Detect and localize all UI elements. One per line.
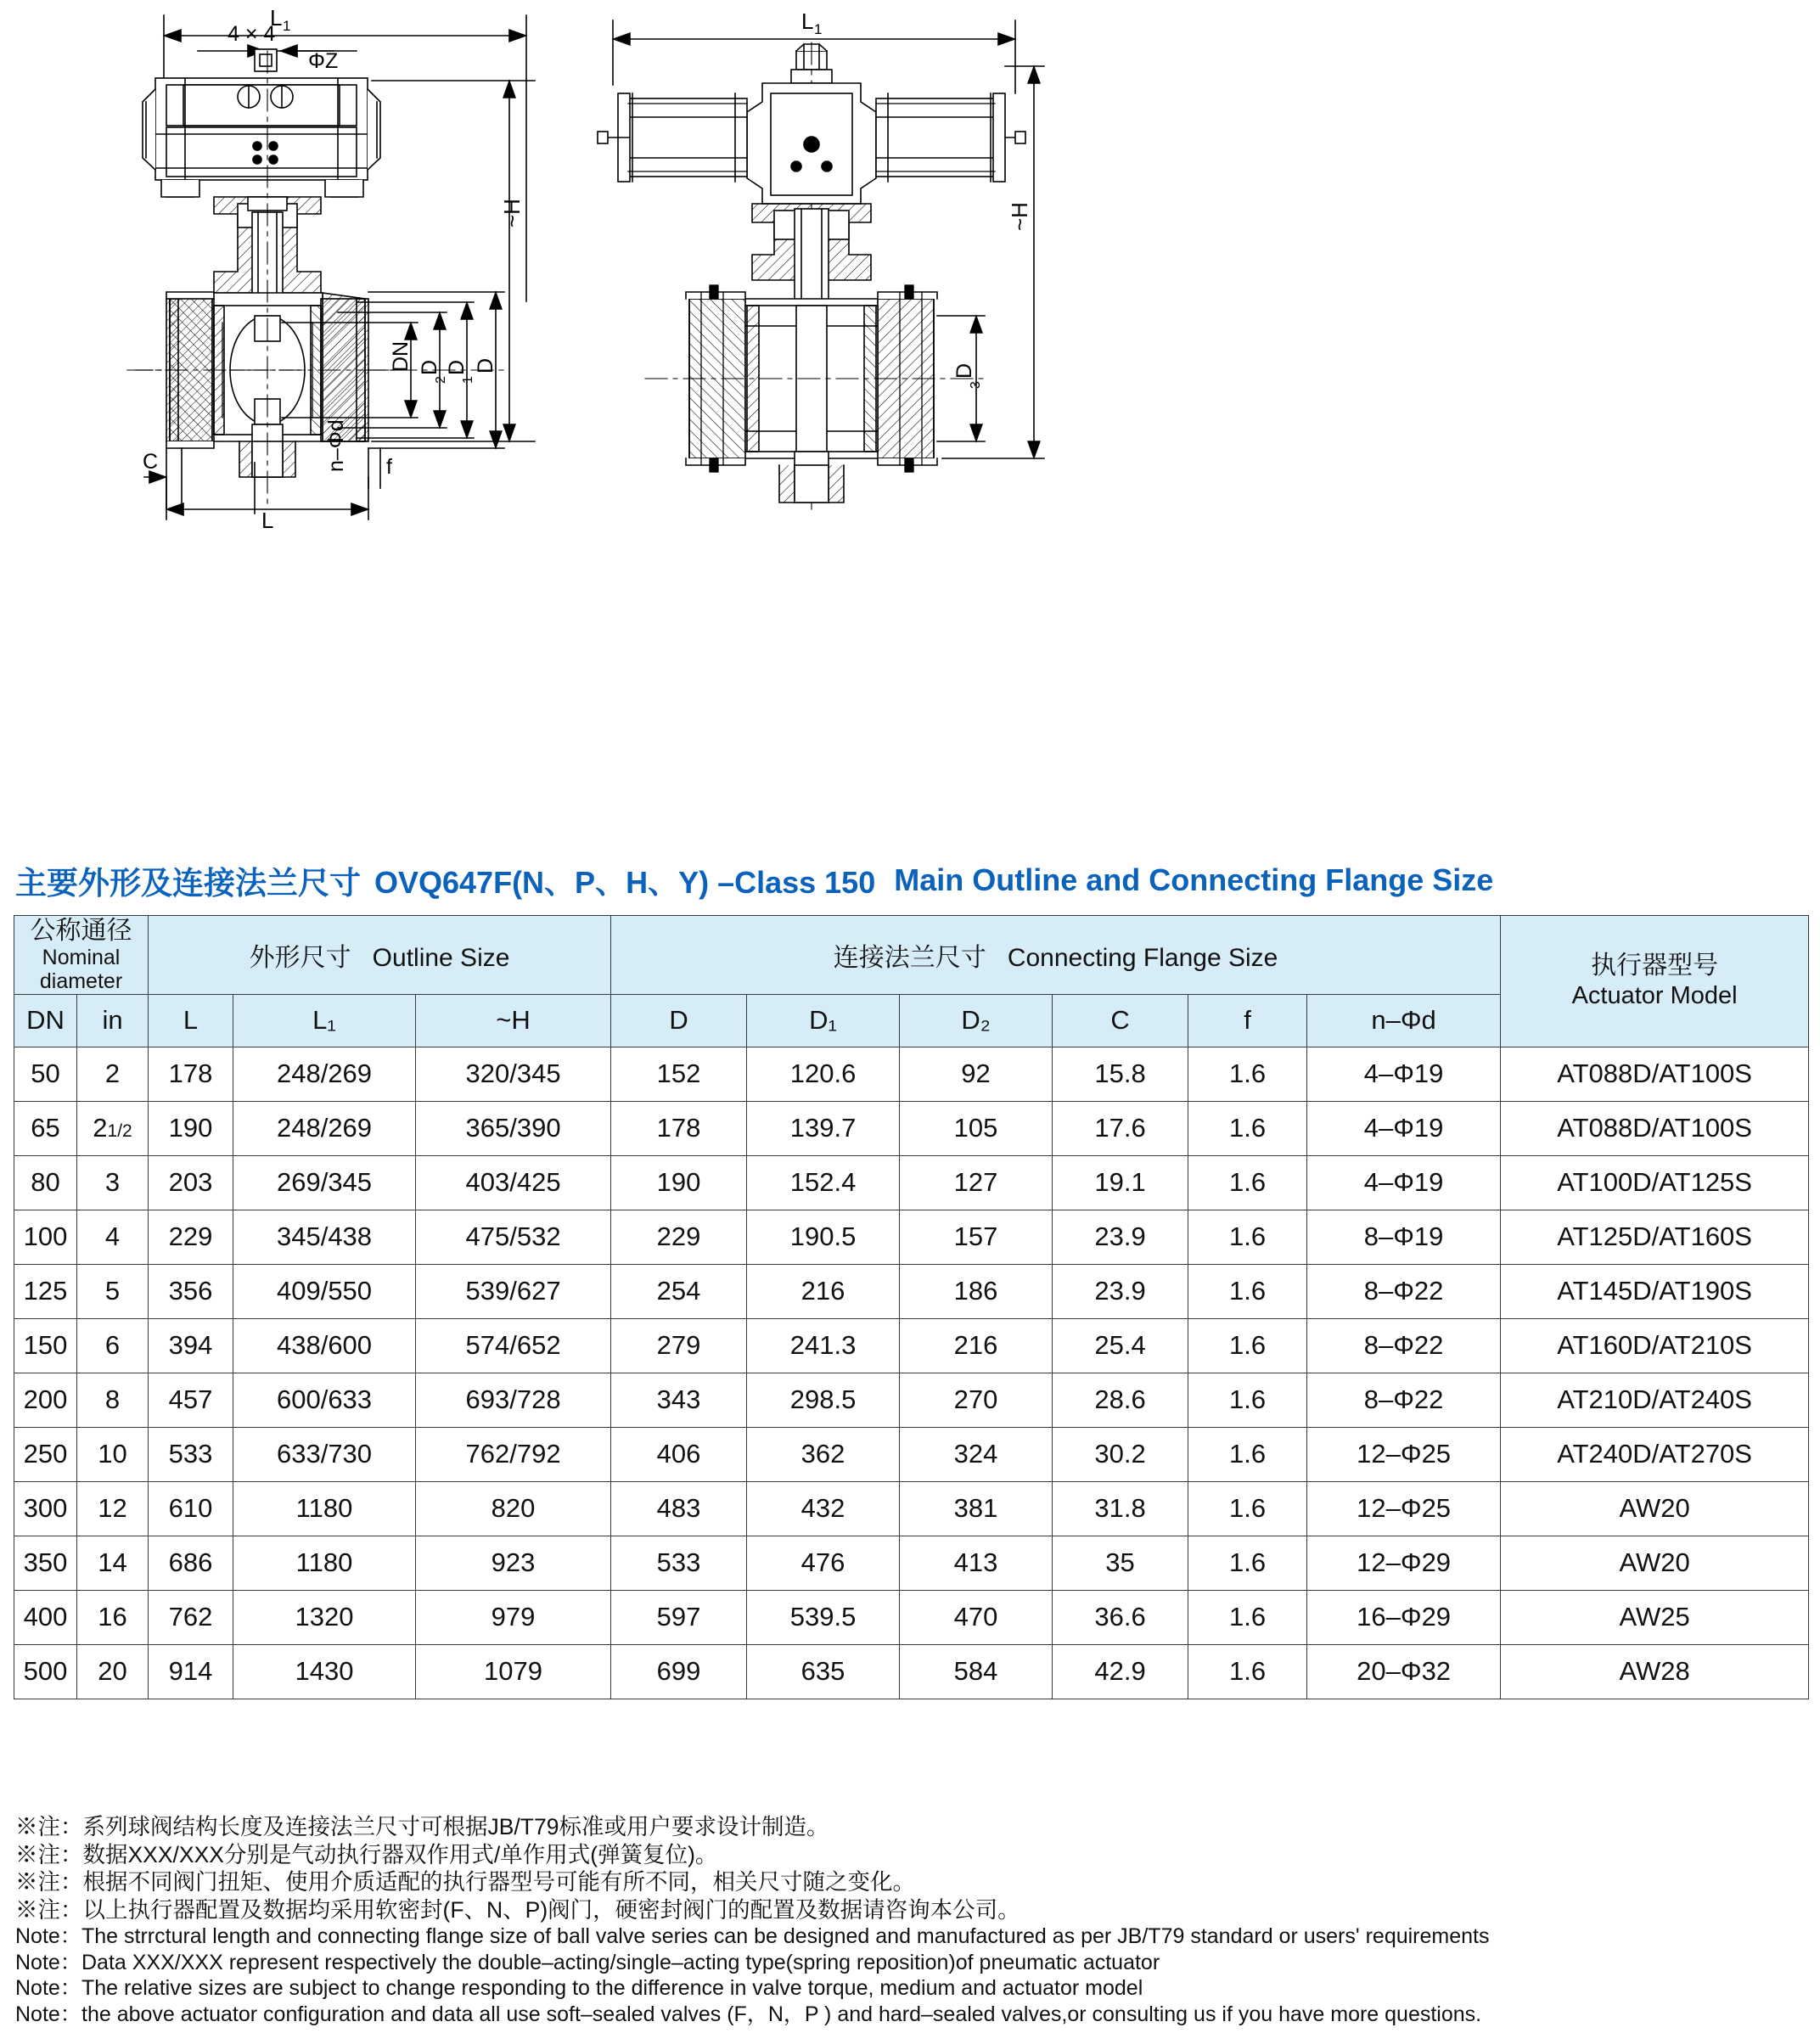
cell-L1: 269/345 [233,1155,416,1210]
cell-H: 693/728 [416,1373,611,1427]
svg-text:D: D [445,359,469,375]
cell-D: 533 [611,1536,747,1590]
drawings-svg [0,0,1820,849]
col-f: f [1188,994,1307,1047]
cell-dn: 250 [14,1427,77,1481]
svg-text:3: 3 [969,381,983,389]
table-row [14,1210,1809,1264]
notes-block [15,1813,1806,2027]
svg-text:L: L [270,5,283,31]
cell-actuator-model: AT125D/AT160S [1501,1210,1809,1264]
cell-D2: 413 [900,1536,1053,1590]
cell-D2: 157 [900,1210,1053,1264]
cell-L: 394 [149,1318,233,1373]
table-row [14,1481,1809,1536]
cell-nd: 12–Φ29 [1307,1536,1501,1590]
cell-actuator-model: AT088D/AT100S [1501,1047,1809,1101]
col-D2: D₂ [900,994,1053,1047]
cell-D2: 470 [900,1590,1053,1644]
cell-f: 1.6 [1188,1373,1307,1427]
cell-L: 686 [149,1536,233,1590]
svg-text:1: 1 [814,21,823,37]
header-actuator-model: 执行器型号 Actuator Model [1501,916,1809,1047]
cell-f: 1.6 [1188,1155,1307,1210]
cell-D: 152 [611,1047,747,1101]
note-line-en: Note：The strrctural length and connecting flange size of ball valve series can be designed and manufactured as per JB/T79 standard or users' requirements [15,1924,1490,1948]
cell-D1: 241.3 [747,1318,900,1373]
cell-L1: 1180 [233,1536,416,1590]
cell-D: 229 [611,1210,747,1264]
cell-C: 30.2 [1053,1427,1188,1481]
cell-L: 457 [149,1373,233,1427]
note-line-cn: ※注：根据不同阀门扭矩、使用介质适配的执行器型号可能有所不同，相关尺寸随之变化。 [15,1869,915,1895]
cell-C: 36.6 [1053,1590,1188,1644]
cell-D1: 539.5 [747,1590,900,1644]
cell-in: 21/2 [77,1101,149,1155]
cell-H: 320/345 [416,1047,611,1101]
cell-in: 10 [77,1427,149,1481]
cell-D1: 139.7 [747,1101,900,1155]
svg-text:1: 1 [283,18,291,34]
cell-L1: 248/269 [233,1047,416,1101]
svg-text:4 × 4: 4 × 4 [228,22,276,46]
cell-D1: 432 [747,1481,900,1536]
cell-C: 19.1 [1053,1155,1188,1210]
cell-D2: 127 [900,1155,1053,1210]
note-line-cn: ※注：以上执行器配置及数据均采用软密封(F、N、P)阀门，硬密封阀门的配置及数据请咨询本公司。 [15,1896,1020,1923]
cell-f: 1.6 [1188,1318,1307,1373]
cell-nd: 8–Φ22 [1307,1373,1501,1427]
table-row [14,1318,1809,1373]
svg-text:n–Φd: n–Φd [324,419,348,472]
cell-L: 533 [149,1427,233,1481]
cell-D1: 152.4 [747,1155,900,1210]
cell-C: 15.8 [1053,1047,1188,1101]
cell-L1: 1320 [233,1590,416,1644]
cell-f: 1.6 [1188,1536,1307,1590]
svg-text:~H: ~H [499,199,525,227]
cell-L1: 633/730 [233,1427,416,1481]
cell-D: 254 [611,1264,747,1318]
cell-f: 1.6 [1188,1590,1307,1644]
cell-nd: 8–Φ19 [1307,1210,1501,1264]
cell-H: 979 [416,1590,611,1644]
cell-D: 597 [611,1590,747,1644]
cell-C: 35 [1053,1536,1188,1590]
table-row [14,1264,1809,1318]
section-title-model: OVQ647F(N、P、H、Y) –Class 150 [374,864,876,900]
cell-D2: 381 [900,1481,1053,1536]
left-view-drawing [127,5,535,533]
cell-dn: 80 [14,1155,77,1210]
cell-H: 403/425 [416,1155,611,1210]
col-in: in [77,994,149,1047]
note-line-cn: ※注：数据XXX/XXX分别是气动执行器双作用式/单作用式(弹簧复位)。 [15,1841,718,1867]
table-row [14,1101,1809,1155]
cell-actuator-model: AT210D/AT240S [1501,1373,1809,1427]
table-row [14,1590,1809,1644]
cell-D1: 362 [747,1427,900,1481]
note-line-en: Note：the above actuator configuration and data all use soft–sealed valves (F，N，P ) and hard–sealed valves,or consulting us if you have more questions. [15,2002,1482,2026]
cell-L: 610 [149,1481,233,1536]
cell-H: 539/627 [416,1264,611,1318]
notes-english [15,1923,1806,2027]
cell-L: 762 [149,1590,233,1644]
spec-table-container [14,915,1808,1699]
notes-chinese [15,1813,1806,1923]
cell-actuator-model: AT240D/AT270S [1501,1427,1809,1481]
note-line-cn: ※注：系列球阀结构长度及连接法兰尺寸可根据JB/T79标准或用户要求设计制造。 [15,1814,829,1839]
cell-in: 8 [77,1373,149,1427]
cell-actuator-model: AW20 [1501,1481,1809,1536]
col-H: ~H [416,994,611,1047]
cell-f: 1.6 [1188,1210,1307,1264]
cell-H: 475/532 [416,1210,611,1264]
cell-D2: 92 [900,1047,1053,1101]
outline-and-flange-size-table [14,915,1809,1699]
cell-dn: 65 [14,1101,77,1155]
cell-dn: 150 [14,1318,77,1373]
cell-C: 28.6 [1053,1373,1188,1427]
cell-f: 1.6 [1188,1101,1307,1155]
cell-H: 365/390 [416,1101,611,1155]
cell-H: 1079 [416,1644,611,1699]
col-C: C [1053,994,1188,1047]
cell-dn: 200 [14,1373,77,1427]
table-row [14,1047,1809,1101]
cell-dn: 50 [14,1047,77,1101]
cell-C: 31.8 [1053,1481,1188,1536]
cell-nd: 4–Φ19 [1307,1101,1501,1155]
cell-L1: 345/438 [233,1210,416,1264]
cell-D: 279 [611,1318,747,1373]
cell-D2: 105 [900,1101,1053,1155]
note-label: Note： [15,1976,81,2000]
cell-dn: 300 [14,1481,77,1536]
cell-D: 699 [611,1644,747,1699]
right-view-drawing [598,8,1044,509]
col-dn: DN [14,994,77,1047]
cell-dn: 125 [14,1264,77,1318]
cell-L1: 600/633 [233,1373,416,1427]
cell-L: 190 [149,1101,233,1155]
col-L: L [149,994,233,1047]
header-outline-size: 外形尺寸 Outline Size [149,916,611,995]
col-nd: n–Φd [1307,994,1501,1047]
cell-D2: 584 [900,1644,1053,1699]
cell-H: 820 [416,1481,611,1536]
svg-text:1: 1 [461,376,475,384]
table-row [14,1644,1809,1699]
cell-actuator-model: AT145D/AT190S [1501,1264,1809,1318]
cell-C: 17.6 [1053,1101,1188,1155]
svg-text:~H: ~H [1007,202,1032,231]
svg-text:D: D [418,359,441,375]
note-label: Note： [15,2002,81,2026]
col-D1: D₁ [747,994,900,1047]
cell-f: 1.6 [1188,1264,1307,1318]
cell-actuator-model: AW20 [1501,1536,1809,1590]
svg-text:ΦZ: ΦZ [308,49,339,73]
cell-D2: 186 [900,1264,1053,1318]
cell-nd: 12–Φ25 [1307,1427,1501,1481]
cell-D: 343 [611,1373,747,1427]
cell-D1: 190.5 [747,1210,900,1264]
cell-D1: 120.6 [747,1047,900,1101]
cell-D: 178 [611,1101,747,1155]
cell-D: 190 [611,1155,747,1210]
cell-D1: 216 [747,1264,900,1318]
svg-text:2: 2 [434,376,448,384]
cell-nd: 4–Φ19 [1307,1155,1501,1210]
cell-in: 3 [77,1155,149,1210]
table-row [14,1155,1809,1210]
note-line-en: Note：The relative sizes are subject to change responding to the difference in valve torque, medium and actuator model [15,1976,1143,2000]
cell-D1: 635 [747,1644,900,1699]
cell-L1: 248/269 [233,1101,416,1155]
cell-L: 178 [149,1047,233,1101]
cell-actuator-model: AT088D/AT100S [1501,1101,1809,1155]
cell-H: 762/792 [416,1427,611,1481]
section-title [15,856,1806,905]
note-line-en: Note：Data XXX/XXX represent respectively the double–acting/single–acting type(spring reposition)of pneumatic actuator [15,1950,1160,1974]
cell-D: 483 [611,1481,747,1536]
cell-nd: 12–Φ25 [1307,1481,1501,1536]
cell-f: 1.6 [1188,1644,1307,1699]
cell-D1: 476 [747,1536,900,1590]
cell-H: 574/652 [416,1318,611,1373]
cell-actuator-model: AW28 [1501,1644,1809,1699]
cell-dn: 100 [14,1210,77,1264]
col-D: D [611,994,747,1047]
cell-in: 2 [77,1047,149,1101]
svg-text:D: D [474,357,497,373]
cell-in: 20 [77,1644,149,1699]
cell-in: 6 [77,1318,149,1373]
cell-D2: 270 [900,1373,1053,1427]
cell-in: 14 [77,1536,149,1590]
col-L1: L₁ [233,994,416,1047]
cell-dn: 350 [14,1536,77,1590]
cell-in: 4 [77,1210,149,1264]
cell-L: 203 [149,1155,233,1210]
cell-D2: 324 [900,1427,1053,1481]
svg-text:L: L [801,8,814,34]
cell-L1: 438/600 [233,1318,416,1373]
cell-nd: 4–Φ19 [1307,1047,1501,1101]
table-row [14,1536,1809,1590]
cell-C: 23.9 [1053,1210,1188,1264]
cell-L: 914 [149,1644,233,1699]
section-title-cn: 主要外形及连接法兰尺寸 [15,866,361,901]
cell-C: 25.4 [1053,1318,1188,1373]
cell-f: 1.6 [1188,1427,1307,1481]
table-row [14,1427,1809,1481]
header-nominal-diameter: 公称通径 Nominal diameter [14,916,149,995]
cell-L1: 409/550 [233,1264,416,1318]
cell-dn: 500 [14,1644,77,1699]
cell-actuator-model: AT160D/AT210S [1501,1318,1809,1373]
table-group-header-row [14,916,1809,995]
section-title-en: Main Outline and Connecting Flange Size [894,862,1494,897]
cell-D: 406 [611,1427,747,1481]
cell-nd: 8–Φ22 [1307,1264,1501,1318]
cell-L1: 1430 [233,1644,416,1699]
cell-dn: 400 [14,1590,77,1644]
cell-C: 23.9 [1053,1264,1188,1318]
cell-in: 5 [77,1264,149,1318]
table-row [14,1373,1809,1427]
cell-actuator-model: AT100D/AT125S [1501,1155,1809,1210]
svg-text:C: C [143,450,159,474]
cell-L: 229 [149,1210,233,1264]
svg-text:DN: DN [389,340,413,372]
cell-C: 42.9 [1053,1644,1188,1699]
cell-in: 16 [77,1590,149,1644]
svg-text:f: f [386,455,392,479]
cell-L1: 1180 [233,1481,416,1536]
cell-D2: 216 [900,1318,1053,1373]
header-connecting-flange-size: 连接法兰尺寸 Connecting Flange Size [611,916,1501,995]
cell-nd: 20–Φ32 [1307,1644,1501,1699]
cell-D1: 298.5 [747,1373,900,1427]
svg-text:D: D [952,362,976,379]
cell-nd: 8–Φ22 [1307,1318,1501,1373]
cell-f: 1.6 [1188,1481,1307,1536]
cell-H: 923 [416,1536,611,1590]
technical-drawings [0,0,1820,849]
note-label: Note： [15,1950,81,1974]
cell-f: 1.6 [1188,1047,1307,1101]
svg-text:L: L [261,508,274,533]
cell-L: 356 [149,1264,233,1318]
note-label: Note： [15,1924,81,1948]
cell-actuator-model: AW25 [1501,1590,1809,1644]
table-body [14,1047,1809,1699]
cell-nd: 16–Φ29 [1307,1590,1501,1644]
cell-in: 12 [77,1481,149,1536]
